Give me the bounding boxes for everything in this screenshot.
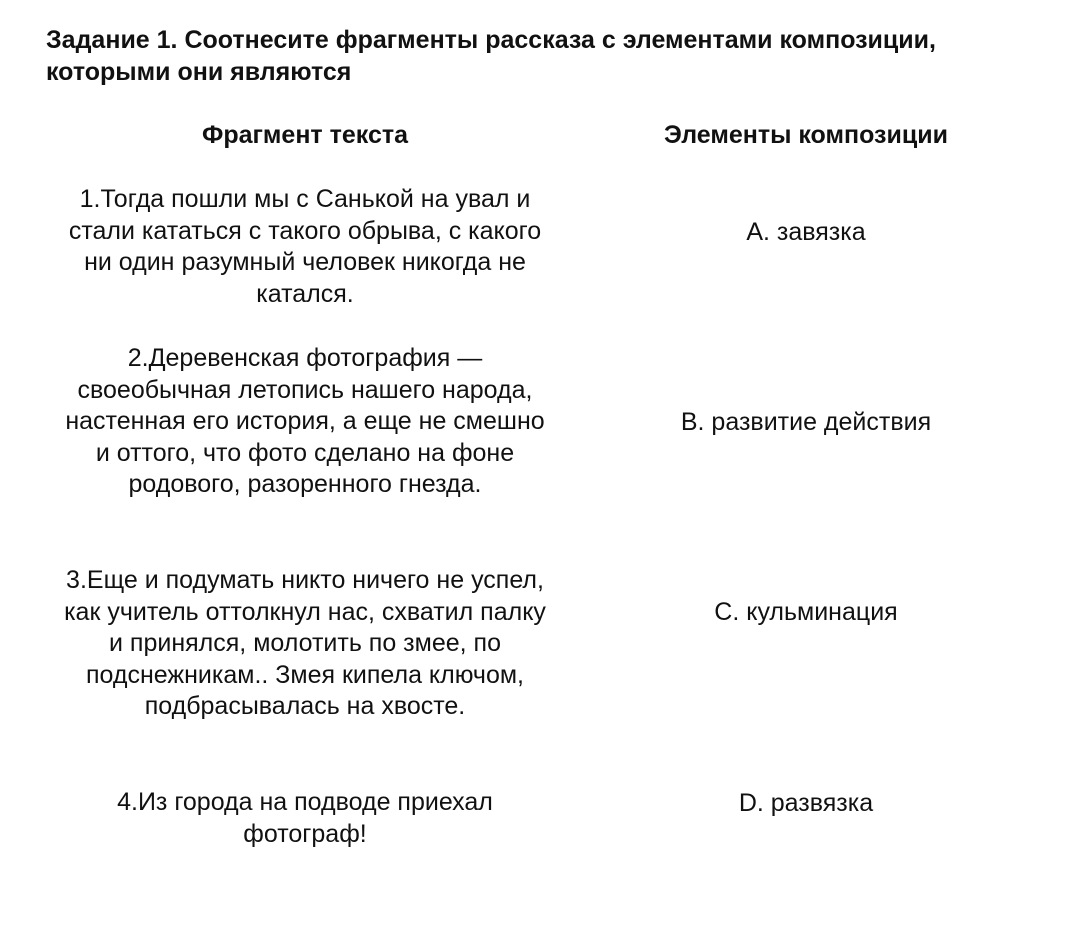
- fragment-1: 1.Тогда пошли мы с Санькой на увал и стали кататься с такого обрыва, с какого ни один разумный человек никогда не катался.: [68, 185, 542, 308]
- element-c-kulminaciya: C. кульминация: [714, 598, 898, 626]
- task-title: Задание 1. Соотнесите фрагменты рассказа с элементами композиции, которыми они являются: [46, 26, 936, 86]
- element-a-zavyazka: A. завязка: [746, 218, 866, 246]
- fragment-column-header: Фрагмент текста: [202, 121, 408, 149]
- fragment-2: 2.Деревенская фотография — своеобычная летопись нашего народа, настенная его история, а еще не смешно и оттого, что фото сделано на фоне родового, разоренного гнезда.: [65, 344, 545, 498]
- element-column-header: Элементы композиции: [664, 121, 948, 149]
- fragment-3: 3.Еще и подумать никто ничего не успел, как учитель оттолкнул нас, схватил палку и принялся, молотить по змее, по подснежникам.. Змея кипела ключом, подбрасывалась на хвосте.: [64, 566, 546, 720]
- fragment-4: 4.Из города на подводе приехал фотограф!: [117, 788, 493, 848]
- element-d-razvyazka: D. развязка: [738, 789, 874, 817]
- element-b-razvitie: B. развитие действия: [680, 408, 932, 436]
